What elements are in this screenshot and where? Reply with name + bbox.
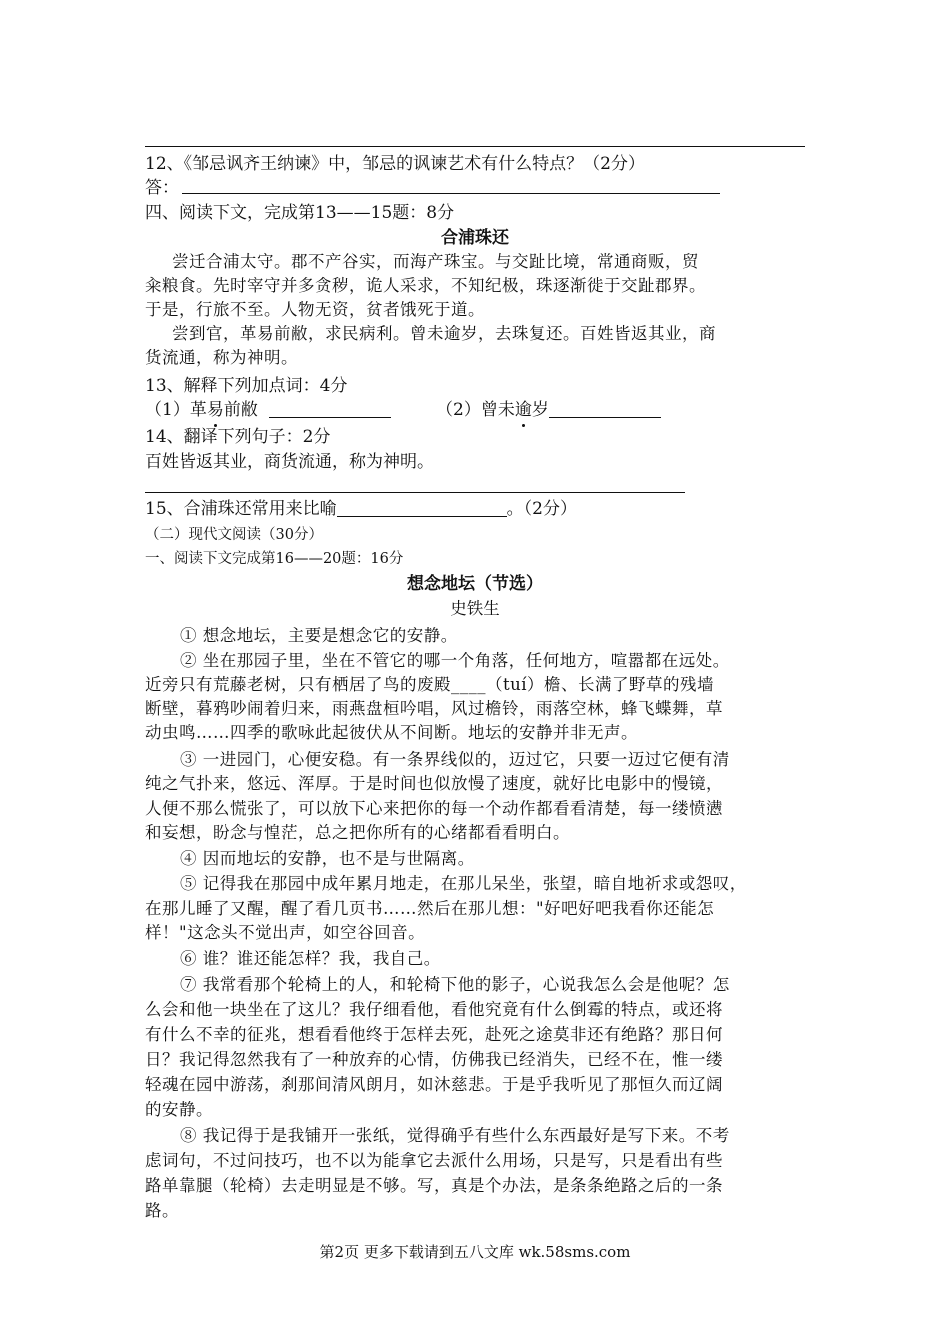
question-12: 12、《邹忌讽齐王纳谏》中，邹忌的讽谏艺术有什么特点？（2分）: [145, 154, 645, 174]
item-2-suffix: 岁: [531, 400, 549, 420]
passage-line: 货流通，称为神明。: [145, 348, 298, 367]
essay-line: 纯之气扑来，悠远、浑厚。于是时间也似放慢了速度，就好比电影中的慢镜，: [145, 774, 723, 793]
answer-line: [145, 146, 805, 147]
question-14: 14、翻译下列句子：2分: [145, 427, 331, 447]
passage-line: 尝到官，革易前敝，求民病利。曾未逾岁，去珠复还。百姓皆返其业，商: [172, 324, 716, 343]
essay-line: 动虫鸣……四季的歌咏此起彼伏从不间断。地坛的安静并非无声。: [145, 723, 638, 742]
passage-line: 于是，行旅不至。人物无资，贫者饿死于道。: [145, 300, 485, 319]
essay-line: 路。: [145, 1201, 179, 1220]
essay-line: ④ 因而地坛的安静，也不是与世隔离。: [180, 849, 475, 868]
answer-label: 答：: [145, 178, 179, 198]
section-4-heading: 四、阅读下文，完成第13——15题：8分: [145, 203, 455, 223]
essay-line: 样！"这念头不觉出声，如空谷回音。: [145, 923, 426, 942]
answer-blank[interactable]: [549, 399, 661, 418]
essay-line: ⑦ 我常看那个轮椅上的人，和轮椅下他的影子，心说我怎么会是他呢？怎: [180, 975, 730, 994]
question-15: [145, 497, 577, 521]
modern-heading: 一、阅读下文完成第16——20题：16分: [145, 551, 404, 567]
part-heading: （二）现代文阅读（30分）: [145, 527, 323, 543]
essay-line: 的安静。: [145, 1100, 213, 1119]
essay-line: 和妄想，盼念与惶茫，总之把你所有的心绪都看看明白。: [145, 823, 570, 842]
essay-line: 么会和他一块坐在了这儿？我仔细看他，看他究竟有什么倒霉的特点，或还将: [145, 1000, 723, 1019]
essay-line: 断壁，暮鸦吵闹着归来，雨燕盘桓吟唱，风过檐铃，雨落空林，蜂飞蝶舞，草: [145, 699, 723, 718]
item-2-prefix: （2）曾未: [436, 400, 515, 420]
dotted-word: 逾: [514, 400, 532, 420]
page-footer: 第2页 更多下载请到五八文库 wk.58sms.com: [319, 1243, 631, 1261]
essay-title: 想念地坛（节选）: [407, 574, 543, 594]
essay-line: ⑥ 谁？谁还能怎样？我，我自己。: [180, 949, 441, 968]
essay-line: ⑤ 记得我在那园中成年累月地走，在那儿呆坐，张望，暗自地祈求或怨叹，: [180, 874, 747, 893]
question-13-items: [145, 398, 661, 422]
essay-line: 路单靠腿（轮椅）去走明显是不够。写，真是个办法，是条条绝路之后的一条: [145, 1176, 723, 1195]
passage-title: 合浦珠还: [441, 228, 509, 248]
essay-line: 日？我记得忽然我有了一种放弃的心情，仿佛我已经消失，已经不在，惟一缕: [145, 1050, 723, 1069]
answer-blank[interactable]: [337, 498, 507, 517]
essay-line: ③ 一进园门，心便安稳。有一条界线似的，迈过它，只要一迈过它便有清: [180, 750, 730, 769]
dotted-word: 易: [206, 400, 224, 420]
essay-line: 有什么不幸的征兆，想看看他终于怎样去死，赴死之途莫非还有绝路？那日何: [145, 1025, 723, 1044]
translate-sentence: 百姓皆返其业，商货流通，称为神明。: [145, 452, 434, 472]
passage-line: 尝迁合浦太守。郡不产谷实，而海产珠宝。与交趾比境，常通商贩，贸: [172, 252, 699, 271]
essay-line: 虑词句，不过问技巧，也不以为能拿它去派什么用场，只是写，只是看出有些: [145, 1151, 723, 1170]
essay-author: 史铁生: [450, 599, 500, 618]
essay-line: 轻魂在园中游荡，刹那间清风朗月，如沐慈悲。于是乎我听见了那恒久而辽阔: [145, 1075, 723, 1094]
item-1-suffix: 前敝: [223, 400, 258, 420]
essay-line: 近旁只有荒藤老树，只有栖居了鸟的废殿____（tuí）檐、长满了野草的残墙: [145, 675, 715, 694]
question-15-suffix: 。（2分）: [506, 499, 577, 519]
item-1-prefix: （1）革: [145, 400, 207, 420]
question-13: 13、解释下列加点词：4分: [145, 376, 348, 396]
passage-line: 籴粮食。先时宰守并多贪秽，诡人采求，不知纪极，珠逐渐徙于交趾郡界。: [145, 276, 706, 295]
answer-blank[interactable]: [269, 399, 391, 418]
essay-line: ② 坐在那园子里，坐在不管它的哪一个角落，任何地方，喧嚣都在远处。: [180, 651, 730, 670]
answer-14-line[interactable]: [145, 492, 685, 493]
answer-12-label: [145, 176, 179, 200]
answer-12-line[interactable]: [182, 193, 720, 194]
essay-line: 人便不那么慌张了，可以放下心来把你的每一个动作都看看清楚，每一缕愤懑: [145, 799, 723, 818]
essay-line: ① 想念地坛，主要是想念它的安静。: [180, 626, 458, 645]
essay-line: ⑧ 我记得于是我铺开一张纸，觉得确乎有些什么东西最好是写下来。不考: [180, 1126, 730, 1145]
question-15-prefix: 15、合浦珠还常用来比喻: [145, 499, 337, 519]
essay-line: 在那儿睡了又醒，醒了看几页书……然后在那儿想："好吧好吧我看你还能怎: [145, 899, 715, 918]
